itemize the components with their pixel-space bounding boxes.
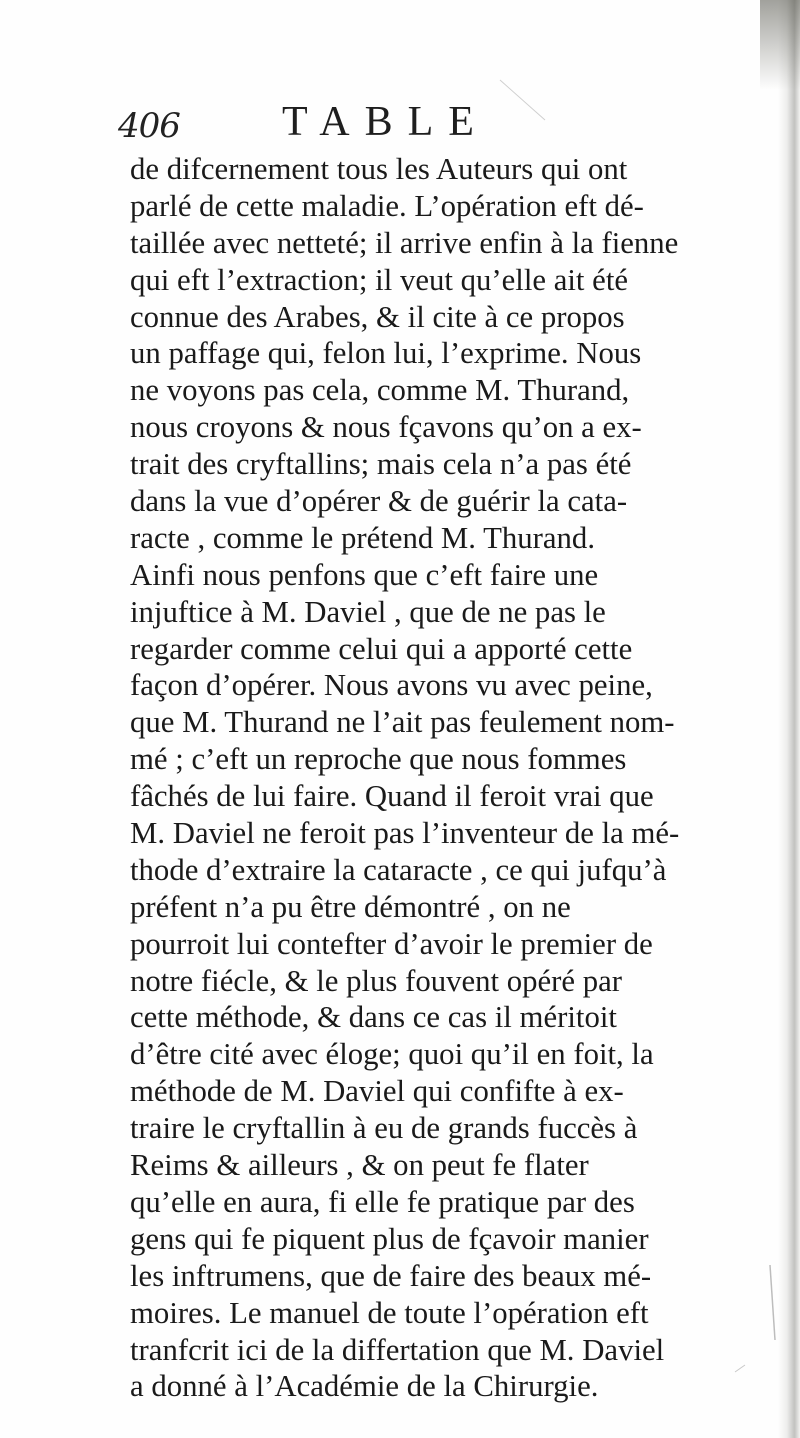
text-line: qui eft l’extraction; il veut qu’elle ait été — [130, 261, 629, 297]
text-line: fâchés de lui faire. Quand il feroit vrai que — [130, 778, 654, 814]
text-line: a donné à l’Académie de la Chirurgie. — [130, 1368, 599, 1404]
text-line: façon d’opérer. Nous avons vu avec peine, — [130, 667, 653, 703]
text-line: traire le cryftallin à eu de grands fuccès à — [130, 1110, 638, 1146]
text-line: thode d’extraire la cataracte , ce qui jufqu’à — [130, 851, 667, 887]
text-line: gens qui fe piquent plus de fçavoir manier — [130, 1220, 649, 1256]
text-line: pourroit lui contefter d’avoir le premier de — [130, 925, 653, 961]
text-line: M. Daviel ne feroit pas l’inventeur de la mé- — [130, 815, 680, 851]
text-line: d’être cité avec éloge; quoi qu’il en foit, la — [130, 1036, 654, 1072]
text-line: tranfcrit ici de la differtation que M. Daviel — [130, 1331, 665, 1367]
paper-speck — [735, 1365, 745, 1372]
text-line: méthode de M. Daviel qui confifte à ex- — [130, 1073, 624, 1109]
text-line: taillée avec netteté; il arrive enfin à la fienne — [130, 224, 679, 260]
text-line: que M. Thurand ne l’ait pas feulement nom- — [130, 704, 675, 740]
paper-scratch — [770, 1265, 775, 1340]
text-line: dans la vue d’opérer & de guérir la cata- — [130, 483, 628, 519]
text-line: cette méthode, & dans ce cas il méritoit — [130, 999, 617, 1035]
text-line: trait des cryftallins; mais cela n’a pas été — [130, 446, 632, 482]
text-line: parlé de cette maladie. L’opération eft dé- — [130, 187, 644, 223]
text-line: mé ; c’eft un reproche que nous fommes — [130, 741, 627, 777]
text-line: connue des Arabes, & il cite à ce propos — [130, 298, 625, 334]
text-line: racte , comme le prétend M. Thurand. — [130, 519, 596, 555]
text-line: qu’elle en aura, fi elle fe pratique par des — [130, 1183, 635, 1219]
text-line: les inftrumens, que de faire des beaux mé- — [130, 1257, 652, 1293]
text-line: un paffage qui, felon lui, l’exprime. Nous — [130, 335, 642, 371]
page-number: 406 — [118, 106, 180, 146]
text-line: injuftice à M. Daviel , que de ne pas le — [130, 593, 606, 629]
paper-crease — [500, 80, 545, 120]
text-line: Reims & ailleurs , & on peut fe flater — [130, 1147, 589, 1183]
text-line: de difcernement tous les Auteurs qui ont — [130, 151, 628, 186]
running-title: TABLE — [282, 99, 489, 145]
text-line: ne voyons pas cela, comme M. Thurand, — [130, 372, 630, 408]
text-line: regarder comme celui qui a apporté cette — [130, 630, 633, 666]
text-line: notre fiécle, & le plus fouvent opéré par — [130, 962, 623, 998]
text-line: préfent n’a pu être démontré , on ne — [130, 888, 571, 924]
text-line: nous croyons & nous fçavons qu’on a ex- — [130, 409, 642, 445]
text-line: moires. Le manuel de toute l’opération eft — [130, 1294, 649, 1330]
text-line: Ainfi nous penfons que c’eft faire une — [130, 556, 599, 592]
